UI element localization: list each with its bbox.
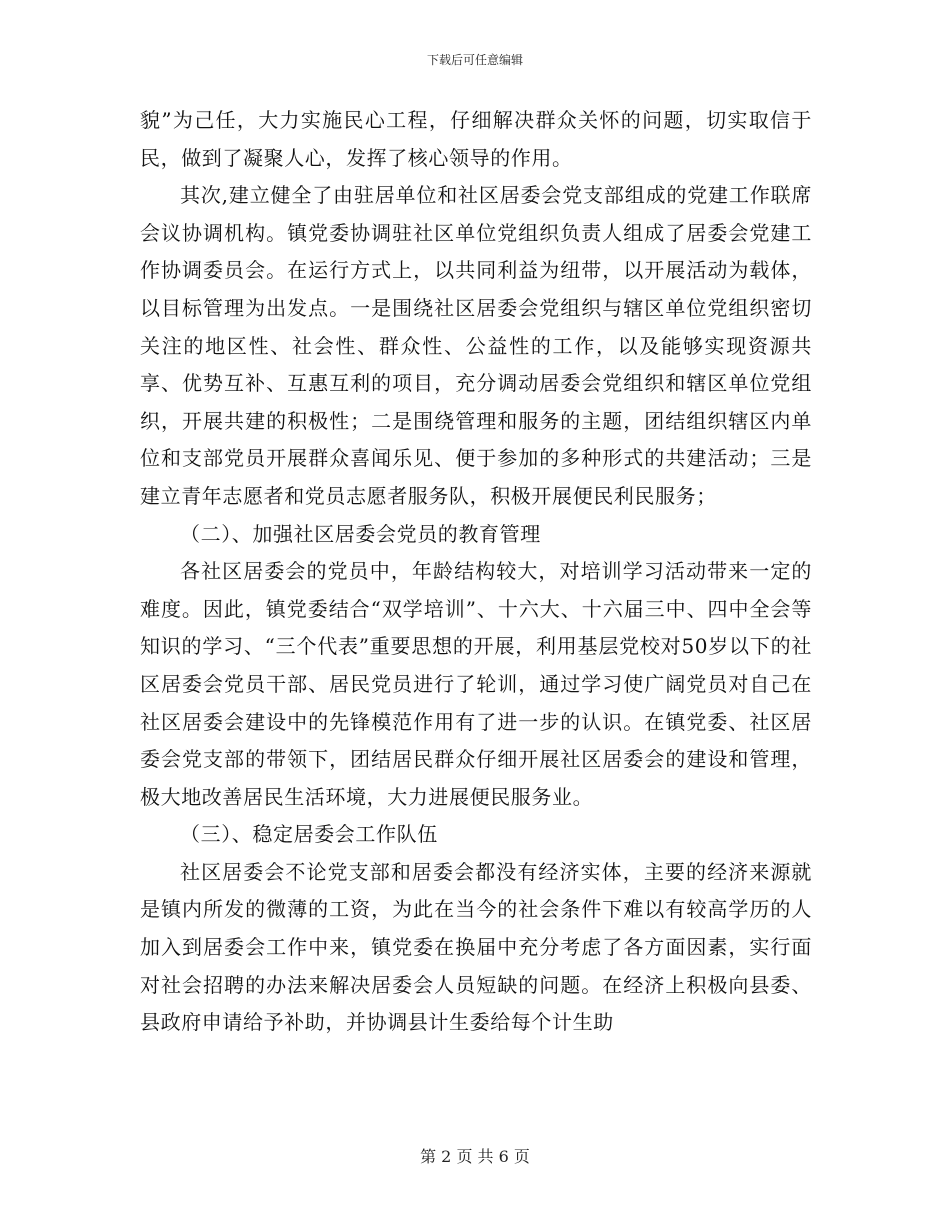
paragraph-staff: 社区居委会不论党支部和居委会都没有经济实体，主要的经济来源就是镇内所发的微薄的工资，为此在当今的社会条件下难以有较高学历的人加入到居委会工作中来，镇党委在换届中充分考虑了各方面因素，实行面对社会招聘的办法来解决居委会人员短缺的问题。在经济上积极向县委、县政府申请给予补助，并协调县计生委给每个计生助 bbox=[140, 859, 812, 1035]
page-number-footer: 第 2 页 共 6 页 bbox=[420, 1147, 530, 1166]
document-body bbox=[140, 102, 812, 1042]
section-heading-2: （二）、加强社区居委会党员的教育管理 bbox=[180, 521, 541, 546]
section-heading-3: （三）、稳定居委会工作队伍 bbox=[180, 822, 438, 847]
paragraph-coordination: 其次,建立健全了由驻居单位和社区居委会党支部组成的党建工作联席会议协调机构。镇党委协调驻社区单位党组织负责人组成了居委会党建工作协调委员会。在运行方式上，以共同利益为纽带，以开展活动为载体，以目标管理为出发点。一是围绕社区居委会党组织与辖区单位党组织密切关注的地区性、社会性、群众性、公益性的工作，以及能够实现资源共享、优势互补、互惠互利的项目，充分调动居委会党组织和辖区单位党组织，开展共建的积极性；二是围绕管理和服务的主题，团结组织辖区内单位和支部党员开展群众喜闻乐见、便于参加的多种形式的共建活动；三是建立青年志愿者和党员志愿者服务队，积极开展便民利民服务； bbox=[140, 183, 812, 508]
paragraph-continuation: 貌”为己任，大力实施民心工程，仔细解决群众关怀的问题，切实取信于民，做到了凝聚人心，发挥了核心领导的作用。 bbox=[140, 108, 812, 170]
paragraph-education: 各社区居委会的党员中，年龄结构较大，对培训学习活动带来一定的难度。因此，镇党委结合“双学培训”、十六大、十六届三中、四中全会等知识的学习、“三个代表”重要思想的开展，利用基层党校对50岁以下的社区居委会党员干部、居民党员进行了轮训，通过学习使广阔党员对自己在社区居委会建设中的先锋模范作用有了进一步的认识。在镇党委、社区居委会党支部的带领下，团结居民群众仔细开展社区居委会的建设和管理，极大地改善居民生活环境，大力进展便民服务业。 bbox=[140, 559, 812, 809]
page-header: 下载后可任意编辑 bbox=[426, 53, 523, 67]
